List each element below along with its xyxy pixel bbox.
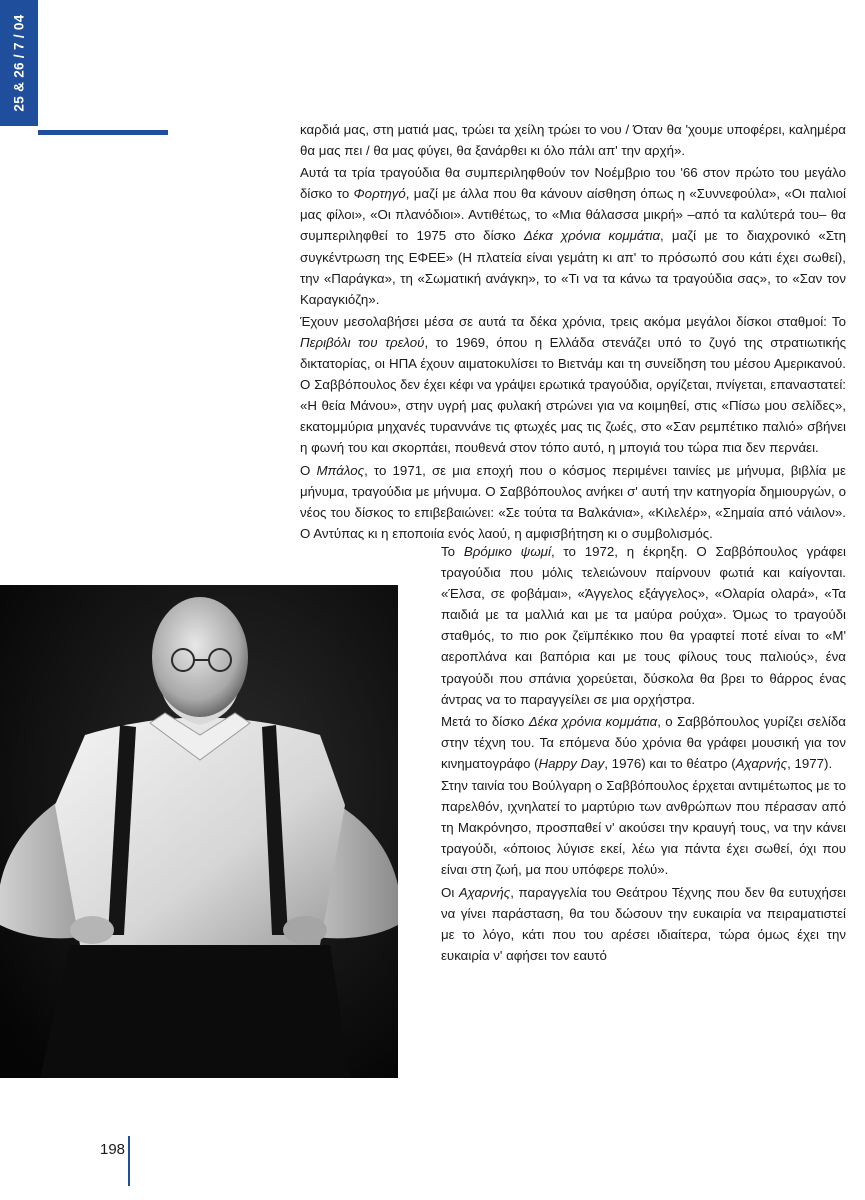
- paragraph-text: Έχουν μεσολαβήσει μέσα σε αυτά τα δέκα χρόνια, τρεις ακόμα μεγάλοι δίσκοι σταθμοί: Το: [300, 313, 846, 329]
- italic-title: Βρόμικο ψωμί: [463, 544, 551, 559]
- italic-title: Happy Day: [538, 755, 605, 771]
- paragraph-text: καρδιά μας, στη ματιά μας, τρώει τα χείλη τρώει το νου / Όταν θα 'χουμε υποφέρει, καλημέρα θα μας πει / θα μας φύγει, θα ξανάρθει κι όλο πάλι απ' την αρχή».: [300, 122, 846, 159]
- article-paragraph: [441, 882, 846, 966]
- article-body-top: [300, 119, 846, 545]
- italic-title: Αχαρνής: [458, 884, 511, 900]
- paragraph-text: , ο Σαββόπουλος γυρίζει σελίδα στην τέχνη του. Τα επόμενα δύο χρόνια θα γράφει μουσική για τον κινηματογράφο (: [441, 713, 846, 771]
- article-paragraph: [300, 119, 846, 161]
- page-number-rule: [128, 1136, 130, 1186]
- paragraph-text: Οι: [441, 884, 459, 900]
- paragraph-text: Το: [441, 544, 464, 559]
- italic-title: Αχαρνής: [735, 755, 788, 771]
- article-paragraph: [441, 541, 846, 710]
- portrait-photo: [0, 585, 398, 1078]
- paragraph-text: , 1977).: [787, 755, 833, 771]
- paragraph-text: , το 1969, όπου η Ελλάδα στενάζει υπό το ζυγό της στρατιωτικής δικτατορίας, οι ΗΠΑ έχουν αιματοκυλίσει το Βιετνάμ και τη συνείδηση του μέσου Αμερικανού. Ο Σαββόπουλος δεν έχει κέφι να γράψει ερωτικά τραγούδια, οργίζεται, πνίγεται, επαναστατεί: «Η θεία Μάνου», στην υγρή μας φυλακή στρώνει για να κοιμηθεί, στις «Πίσω μου σελίδες», εκατομμύρια μηχανές τυραννάνε τις φτωχές μας τις ζωές, στο «Σαν ρεμπέτικο παλιό» σβήνει η φωνή του και σκορπάει, πουθενά στον τόπο αυτό, η μπογιά του τώρα πια δεν περνάει.: [300, 334, 846, 456]
- paragraph-text: , παραγγελία του Θεάτρου Τέχνης που δεν θα ευτυχήσει να γίνει παράσταση, θα του δώσουν την ευκαιρία να πειραματιστεί με το λόγο, κάτι που του αρέσει ιδιαίτερα, τώρα όμως έχει την ευκαιρία ν' αφήσει τον εαυτό: [441, 884, 846, 963]
- italic-title: Δέκα χρόνια κομμάτια: [523, 228, 661, 244]
- article-paragraph: [441, 775, 846, 880]
- issue-date-label: 25 & 26 / 7 / 04: [11, 14, 27, 112]
- article-body-column: [441, 541, 846, 967]
- paragraph-text: , το 1971, σε μια εποχή που ο κόσμος περιμένει ταινίες με μήνυμα, βιβλία με μήνυμα, τραγούδια με μήνυμα. Ο Σαββόπουλος ανήκει σ' αυτή την κατηγορία δημιουργών, ο νέος του δίσκος το επιβεβαιώνει: «Σε τούτα τα Βαλκάνια», «Κιλελέρ», «Σημαία από νάιλον». Ο Αντύπας κι η εποποιία ενός λαού, η αμφισβήτηση κι ο συμβολισμός.: [300, 462, 846, 541]
- paragraph-text: Αυτά τα τρία τραγούδια θα συμπεριληφθούν τον Νοέμβριο του '66 στον πρώτο του μεγάλο δίσκο το: [300, 165, 846, 202]
- paragraph-text: , μαζί με άλλα που θα κάνουν αίσθηση όπως η «Συννεφούλα», «Οι παλιοί μας φίλοι», «Οι πλανόδιοι». Αντιθέτως, το «Μια θάλασσα μικρή» –από τα καλύτερά του– θα συμπεριληφθεί το 1975 στο δίσκο: [300, 186, 846, 244]
- italic-title: Περιβόλι του τρελού: [300, 334, 425, 350]
- page-number: 198: [100, 1141, 126, 1158]
- paragraph-text: Στην ταινία του Βούλγαρη ο Σαββόπουλος έρχεται αντιμέτωπος με το παρελθόν, ιχνηλατεί το μαρτύριο των ανθρώπων που πέρασαν από τη Μακρόνησο, προσπαθεί ν' ακούσει την κραυγή τους, να την κάνει τραγούδι, «όποιος λύγισε εκεί, λέω για πάντα έχει σωθεί, όχι που είναι στη ζωή, μα που υπόφερε πολύ».: [441, 778, 846, 878]
- article-paragraph: [441, 711, 846, 774]
- paragraph-text: , μαζί με το διαχρονικό «Στη συγκέντρωση της ΕΦΕΕ» (Η πλατεία είναι γεμάτη κι απ' το πρόσωπό σου κάτι έχει σωθεί), την «Παράγκα», τη «Σωματική ανάγκη», το «Τι να τα κάνω τα τραγούδια σας», το «Σαν τον Καραγκιόζη».: [300, 228, 846, 307]
- italic-title: Μπάλος: [316, 462, 365, 478]
- article-paragraph: [300, 311, 846, 459]
- paragraph-text: Ο: [300, 462, 317, 478]
- article-paragraph: [300, 460, 846, 544]
- paragraph-text: , το 1972, η έκρηξη. Ο Σαββόπουλος γράφει τραγούδια που μόλις τελειώνουν παίρνουν φωτιά και καίγονται. «Έλσα, σε φοβάμαι», «Άγγελος εξάγγελος», «Ολαρία ολαρά», «Τα παιδιά με τα μαλλιά και με τα μαύρα ρούχα». Όμως το τραγούδι σταθμός, το πιο ροκ ζεϊμπέκικο που θα γραφτεί ποτέ είναι το «Μ' αεροπλάνα και βαπόρια και με τους φίλους τους παλιούς», ένα τραγούδι που σπάνια χορεύεται, δύσκολα θα βρει το θάρρος ένας άντρας να το παραγγείλει σε μια ορχήστρα.: [441, 544, 846, 707]
- article-paragraph: [300, 162, 846, 310]
- italic-title: Φορτηγό: [353, 186, 406, 202]
- italic-title: Δέκα χρόνια κομμάτια: [528, 713, 658, 729]
- portrait-illustration: [0, 585, 398, 1078]
- header-rule: [38, 130, 168, 135]
- issue-date-tab: [0, 0, 38, 126]
- paragraph-text: Μετά το δίσκο: [441, 713, 529, 729]
- paragraph-text: , 1976) και το θέατρο (: [604, 755, 736, 771]
